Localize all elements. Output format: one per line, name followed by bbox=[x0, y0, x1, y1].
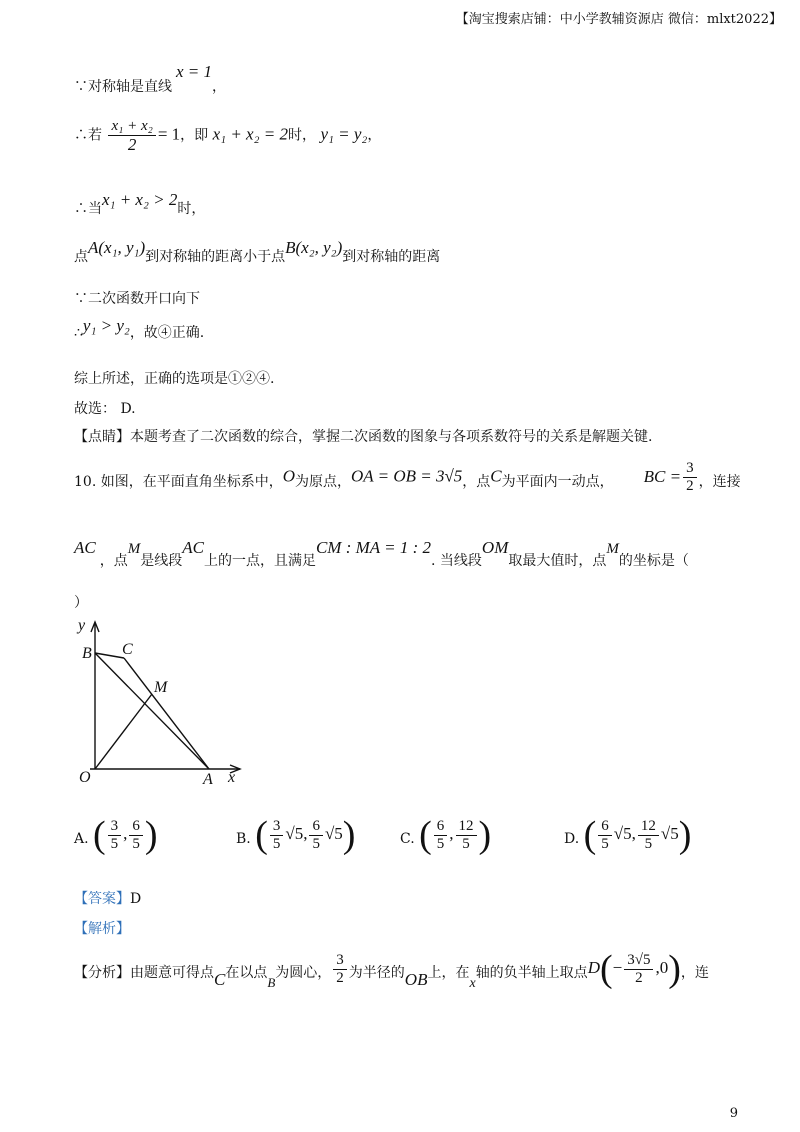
option-c: C. ( $\frac{6}{5}$ , $\frac{12}{5}$ ) bbox=[400, 814, 492, 856]
text: 在以点 bbox=[225, 965, 268, 981]
segment-ba bbox=[95, 653, 209, 769]
numerator: 3 bbox=[108, 818, 122, 836]
text: ，连 bbox=[680, 965, 709, 981]
fraction bbox=[598, 818, 612, 853]
fraction-numerator: 3 bbox=[683, 460, 697, 478]
zero: ,0 bbox=[655, 958, 669, 977]
text: 10. 如图，在平面直角坐标系中， bbox=[74, 473, 283, 490]
line-4 bbox=[74, 238, 441, 265]
text: 为原点， bbox=[295, 473, 351, 490]
text: 【分析】由题意可得点 bbox=[74, 965, 214, 981]
numerator: 6 bbox=[309, 818, 323, 836]
radical: √5 bbox=[613, 824, 632, 843]
text: 时， bbox=[177, 201, 206, 217]
fraction bbox=[434, 818, 448, 853]
label-b: B bbox=[82, 645, 92, 662]
math-m: M bbox=[127, 541, 141, 557]
radical: √5 bbox=[285, 824, 304, 843]
line-6 bbox=[74, 316, 205, 341]
question-line-1 bbox=[74, 460, 741, 495]
text: ，即 bbox=[180, 127, 209, 144]
analysis-tag: 【解析】 bbox=[74, 921, 130, 937]
paren: ( bbox=[93, 814, 106, 856]
fraction bbox=[638, 818, 659, 853]
option-b: B. ( $\frac{3}{5}$ √5, $\frac{6}{5}$ √5) bbox=[236, 814, 356, 856]
numerator: 3 bbox=[333, 952, 347, 970]
paren: ) bbox=[668, 948, 681, 990]
numerator: 6 bbox=[434, 818, 448, 836]
label-a: A bbox=[203, 771, 213, 788]
line-8: 故选： D. bbox=[74, 401, 136, 417]
text: ， bbox=[212, 79, 227, 95]
header-watermark: 【淘宝搜索店铺：中小学教辅资源店 微信：mlxt2022】 bbox=[455, 12, 782, 27]
text: ∴ bbox=[74, 325, 83, 341]
text: 上，在 bbox=[427, 965, 470, 981]
math-x: x bbox=[469, 976, 476, 991]
math-ratio: CM : MA = 1 : 2 bbox=[315, 538, 432, 557]
label-c: C bbox=[122, 641, 133, 658]
answer-tag: 【答案】 bbox=[74, 891, 130, 907]
text: ∵对称轴是直线 bbox=[74, 79, 172, 95]
paren: ) bbox=[678, 814, 692, 856]
line-9: 【点睛】本题考查了二次函数的综合，掌握二次函数的图象与各项系数符号的关系是解题关键. bbox=[74, 429, 653, 445]
text: 上的一点，且满足 bbox=[203, 553, 316, 569]
fraction-numerator: x₁ + x₂ bbox=[108, 118, 155, 136]
text: 到对称轴的距离小于点 bbox=[145, 249, 286, 265]
text: 点 bbox=[74, 249, 88, 265]
math-eq: = 1 bbox=[157, 124, 181, 144]
math-om: OM bbox=[481, 538, 509, 557]
text: ∴若 bbox=[74, 127, 102, 144]
text: 为圆心， bbox=[275, 965, 332, 981]
fraction-bc bbox=[683, 460, 697, 495]
math-oa-ob: OA = OB = 3√5 bbox=[351, 466, 463, 486]
paren: ( bbox=[419, 814, 432, 856]
option-label: B. bbox=[236, 831, 251, 847]
math-bc: BC = bbox=[643, 466, 682, 486]
math-ob: OB bbox=[404, 970, 428, 989]
denominator: 5 bbox=[462, 835, 470, 852]
radical: √5 bbox=[324, 824, 343, 843]
paren: ( bbox=[599, 948, 613, 990]
label-x: x bbox=[228, 769, 236, 786]
text: 到对称轴的距离 bbox=[342, 249, 441, 265]
denominator: 5 bbox=[312, 835, 320, 852]
denominator: 5 bbox=[272, 835, 281, 852]
numerator: 3 bbox=[270, 818, 284, 836]
option-label: A. bbox=[74, 831, 89, 847]
denominator: 5 bbox=[436, 835, 445, 852]
numerator: 12 bbox=[456, 818, 477, 836]
denominator: 5 bbox=[132, 835, 140, 852]
math-point-b: B(x₂, y₂) bbox=[285, 238, 343, 257]
fraction bbox=[309, 818, 323, 853]
text: ，故④正确. bbox=[129, 325, 205, 341]
fraction-denominator: 2 bbox=[127, 135, 137, 154]
answer-line bbox=[74, 888, 141, 908]
paren: ) bbox=[342, 814, 356, 856]
fraction-radius bbox=[333, 952, 347, 987]
paren: ) bbox=[478, 814, 492, 856]
math-m-2: M bbox=[606, 541, 619, 557]
math-ac-2: AC bbox=[182, 538, 204, 557]
question-line-2 bbox=[74, 538, 689, 569]
option-label: D. bbox=[564, 831, 580, 847]
fraction bbox=[108, 818, 122, 853]
denominator: 5 bbox=[644, 835, 653, 852]
denominator: 5 bbox=[601, 835, 609, 852]
math-sum-gt: x₁ + x₂ > 2 bbox=[102, 190, 178, 209]
line-7: 综上所述，正确的选项是①②④. bbox=[74, 371, 275, 387]
label-o: O bbox=[79, 769, 91, 786]
text: 为半径的 bbox=[348, 965, 405, 981]
math-y-gt: y₁ > y₂ bbox=[82, 316, 130, 335]
denominator: 2 bbox=[336, 969, 344, 986]
text: 取最大值时，点 bbox=[508, 553, 607, 569]
fraction bbox=[270, 818, 284, 853]
radical: √5 bbox=[660, 824, 679, 843]
option-a: A. ( $\frac{3}{5}$ , $\frac{6}{5}$ ) bbox=[74, 814, 158, 856]
denominator: 2 bbox=[635, 969, 643, 986]
question-line-3: ） bbox=[74, 595, 88, 611]
option-d: D. ( $\frac{6}{5}$ √5, $\frac{12}{5}$ √5) bbox=[564, 814, 692, 856]
text: ∴当 bbox=[74, 201, 102, 217]
page-number: 9 bbox=[729, 1106, 738, 1121]
numerator: 6 bbox=[598, 818, 612, 836]
text: 为平面内一动点， bbox=[501, 473, 614, 490]
line-5: ∵二次函数开口向下 bbox=[74, 291, 200, 307]
math-ac: AC bbox=[74, 538, 96, 557]
label-m: M bbox=[154, 679, 168, 696]
text: ， bbox=[367, 127, 382, 144]
paren: ( bbox=[255, 814, 268, 856]
segment-om bbox=[95, 694, 152, 769]
label-y: y bbox=[78, 617, 86, 634]
math-c: C bbox=[214, 970, 226, 989]
numerator: 12 bbox=[638, 818, 659, 836]
text: . 当线段 bbox=[431, 553, 482, 569]
text: 是线段 bbox=[140, 553, 183, 569]
fraction bbox=[456, 818, 477, 853]
fraction-denominator: 2 bbox=[686, 478, 694, 494]
fraction bbox=[129, 818, 143, 853]
coordinate-figure bbox=[70, 616, 260, 791]
analysis-line bbox=[74, 948, 709, 991]
answer-value: D bbox=[130, 891, 142, 907]
fraction-d bbox=[624, 952, 653, 987]
math-b: B bbox=[267, 975, 276, 990]
text: 轴的负半轴上取点 bbox=[475, 965, 588, 981]
numerator: 3√5 bbox=[624, 952, 653, 970]
math-x-eq-1: x = 1 bbox=[176, 62, 213, 81]
math-o: O bbox=[282, 466, 295, 486]
numerator: 6 bbox=[129, 818, 143, 836]
option-label: C. bbox=[400, 831, 415, 847]
paren: ( bbox=[583, 814, 597, 856]
text: 的坐标是（ bbox=[618, 553, 689, 569]
line-1 bbox=[74, 62, 227, 95]
line-3 bbox=[74, 190, 206, 217]
denominator: 5 bbox=[110, 835, 119, 852]
text: 时， bbox=[287, 127, 316, 144]
math-sum-eq: x₁ + x₂ = 2 bbox=[212, 124, 288, 144]
minus: − bbox=[612, 958, 623, 977]
math-c: C bbox=[490, 466, 502, 486]
text: ，点 bbox=[462, 473, 491, 490]
paren: ) bbox=[144, 814, 158, 856]
math-y-eq: y₁ = y₂ bbox=[320, 124, 368, 144]
math-point-a: A(x₁, y₁) bbox=[88, 238, 146, 257]
text: ，连接 bbox=[698, 473, 741, 490]
fraction-sum bbox=[108, 118, 155, 153]
line-2 bbox=[74, 118, 381, 153]
math-d: D bbox=[587, 958, 600, 977]
text: ，点 bbox=[99, 553, 128, 569]
